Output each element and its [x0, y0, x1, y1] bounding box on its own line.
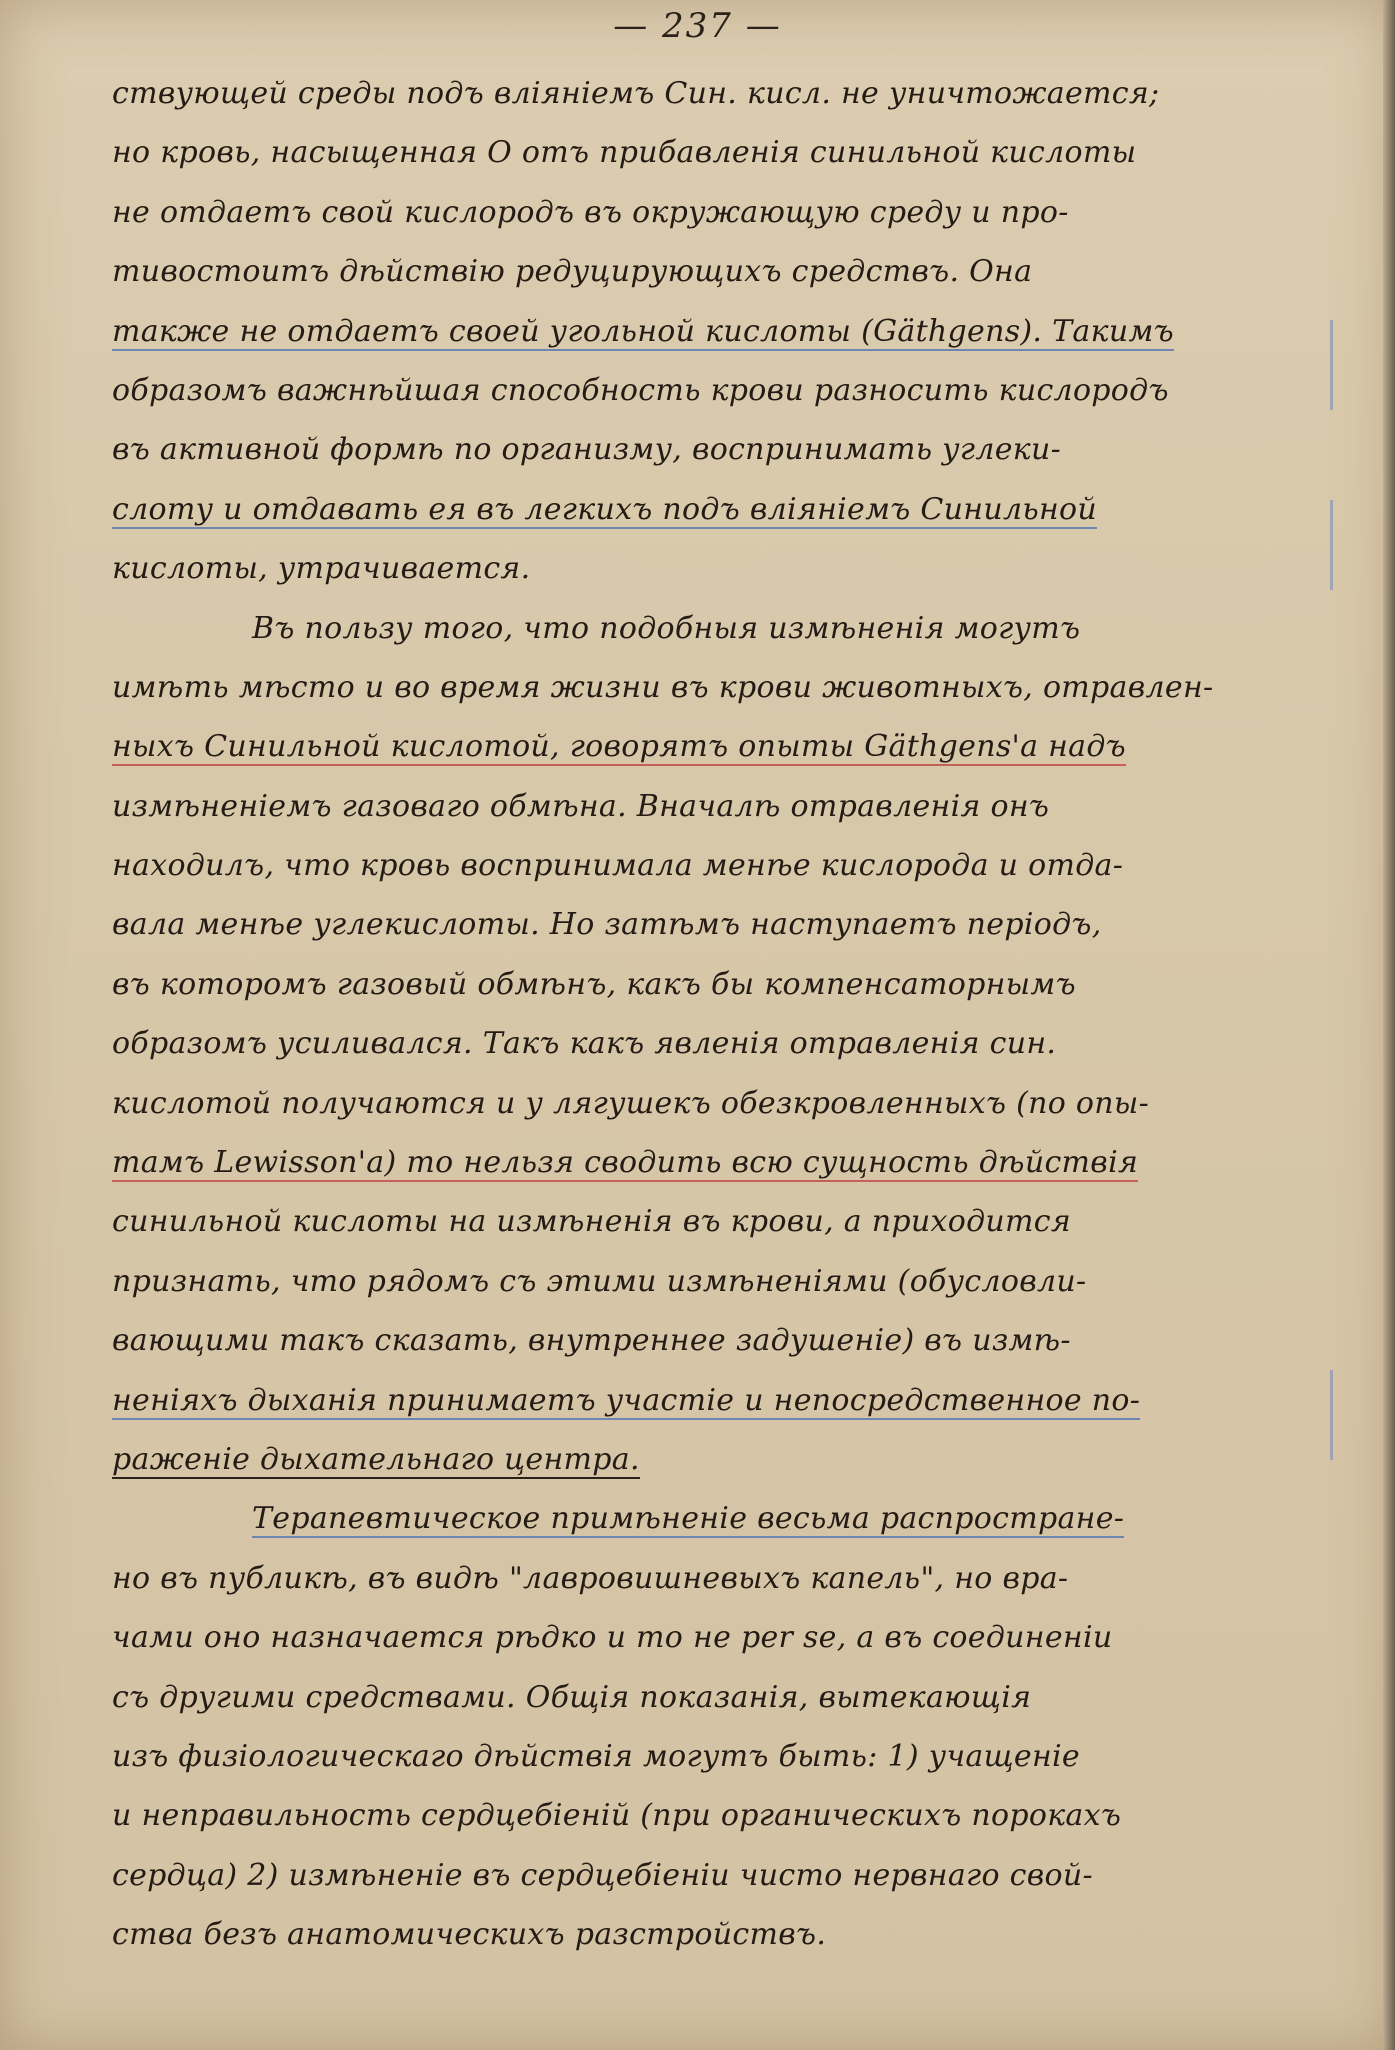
underlined-text: ныхъ Синильной кислотой, говорятъ опыты Gäthgens'a надъ [112, 729, 1126, 765]
text-line: вала менѣе углекислоты. Но затѣмъ наступаетъ періодъ, [112, 907, 1102, 943]
text-line: но въ публикѣ, въ видѣ "лавровишневыхъ капель", но вра- [112, 1560, 1069, 1596]
page-edge [1383, 0, 1395, 2050]
text-line: кислоты, утрачивается. [112, 551, 531, 587]
text-line [112, 1489, 1292, 1548]
text-line [112, 1133, 1292, 1192]
text-line: находилъ, что кровь воспринимала менѣе кислорода и отда- [112, 848, 1124, 884]
margin-mark [1330, 1370, 1333, 1460]
text-line: синильной кислоты на измѣненія въ крови, а приходится [112, 1204, 1072, 1240]
text-line: сердца) 2) измѣненіе въ сердцебіеніи чисто нервнаго свой- [112, 1857, 1093, 1893]
text-line: вающими такъ сказать, внутреннее задушеніе) въ измѣ- [112, 1323, 1071, 1359]
text-line [112, 1430, 1292, 1489]
text-line: и неправильность сердцебіеній (при органическихъ порокахъ [112, 1798, 1122, 1834]
text-line: тивостоитъ дѣйствію редуцирующихъ средствъ. Она [112, 254, 1033, 290]
text-line [112, 717, 1292, 776]
text-line: съ другими средствами. Общія показанія, вытекающія [112, 1679, 1032, 1715]
text-line: въ которомъ газовый обмѣнъ, какъ бы компенсаторнымъ [112, 966, 1076, 1002]
underlined-text: тамъ Lewisson'a) то нельзя сводить всю сущность дѣйствія [112, 1145, 1139, 1181]
text-line: измѣненіемъ газоваго обмѣна. Вначалѣ отравленія онъ [112, 788, 1050, 824]
underlined-text: неніяхъ дыханія принимаетъ участіе и непосредственное по- [112, 1382, 1141, 1418]
text-line: въ активной формѣ по организму, воспринимать углеки- [112, 432, 1062, 468]
text-line [112, 480, 1292, 539]
margin-mark [1330, 500, 1333, 590]
manuscript-text [112, 64, 1292, 1965]
text-line: образомъ важнѣйшая способность крови разносить кислородъ [112, 372, 1169, 408]
text-line [112, 1371, 1292, 1430]
text-line: признать, что рядомъ съ этими измѣненіями (обусловли- [112, 1263, 1087, 1299]
underlined-text: слоту и отдавать ея въ легкихъ подъ вліяніемъ Синильной [112, 491, 1098, 527]
text-line: кислотой получаются и у лягушекъ обезкровленныхъ (по опы- [112, 1085, 1150, 1121]
text-line: не отдаетъ свой кислородъ въ окружающую среду и про- [112, 194, 1069, 230]
margin-mark [1330, 320, 1333, 410]
text-line: имѣть мѣсто и во время жизни въ крови животныхъ, отравлен- [112, 669, 1214, 705]
underlined-text: также не отдаетъ своей угольной кислоты (Gäthgens). Такимъ [112, 313, 1174, 349]
text-line: изъ физіологическаго дѣйствія могутъ быть: 1) учащеніе [112, 1738, 1080, 1774]
text-line: образомъ усиливался. Такъ какъ явленія отравленія син. [112, 1026, 1057, 1062]
text-line: чами оно назначается рѣдко и то не per se, а въ соединеніи [112, 1620, 1113, 1656]
underlined-text: Терапевтическое примѣненіе весьма распростране- [252, 1501, 1125, 1537]
text-line: но кровь, насыщенная О отъ прибавленія синильной кислоты [112, 135, 1137, 171]
underlined-text: раженіе дыхательнаго центра. [112, 1441, 640, 1477]
text-line [112, 302, 1292, 361]
text-line: Въ пользу того, что подобныя измѣненія могутъ [252, 610, 1081, 646]
text-line: ства безъ анатомическихъ разстройствъ. [112, 1917, 827, 1953]
text-line: ствующей среды подъ вліяніемъ Син. кисл. не уничтожается; [112, 76, 1160, 111]
page-number: — 237 — [613, 6, 782, 46]
